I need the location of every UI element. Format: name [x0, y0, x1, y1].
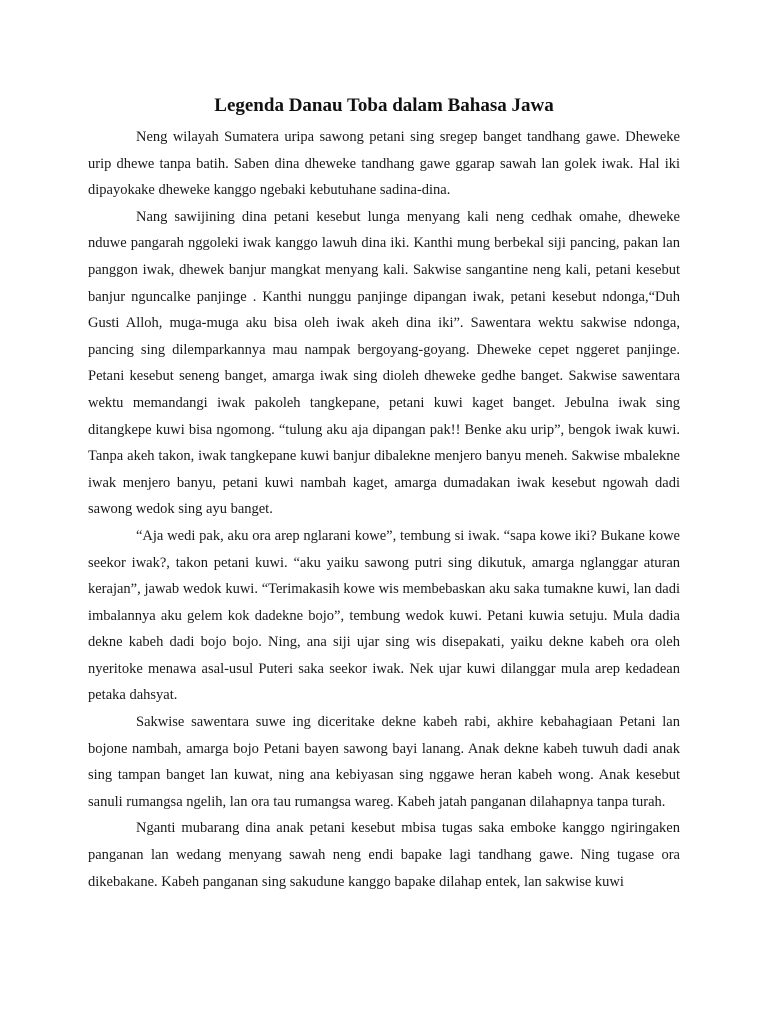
paragraph-5: Nganti mubarang dina anak petani kesebut mbisa tugas saka emboke kanggo ngiringaken panganan lan wedang menyang sawah neng endi bapake lagi tandhang gawe. Ning tugase ora dikebakane. Kabeh panganan sing sakudune kanggo bapake dilahap entek, lan sakwise kuwi — [88, 820, 680, 890]
paragraph-3: “Aja wedi pak, aku ora arep nglarani kowe”, tembung si iwak. “sapa kowe iki? Bukane kowe seekor iwak?, takon petani kuwi. “aku yaiku sawong putri sing dikutuk, amarga nglanggar aturan kerajan”, jawab wedok kuwi. “Terimakasih kowe wis membebaskan aku saka tumakne kuwi, lan dadi imbalannya aku gelem kok dadekne bojo”, tembung wedok kuwi. Petani kuwia setuju. Mula dadia dekne kabeh dadi bojo bojo. Ning, ana siji ujar sing wis disepakati, yaiku dekne kabeh ora oleh nyeritoke menawa asal-usul Puteri saka seekor iwak. Nek ujar kuwi dilanggar mula arep kedadean petaka dahsyat. — [88, 527, 680, 704]
paragraph-1: Neng wilayah Sumatera uripa sawong petani sing sregep banget tandhang gawe. Dheweke urip dhewe tanpa batih. Saben dina dheweke tandhang gawe ggarap sawah lan golek iwak. Hal iki dipayokake dheweke kanggo ngebaki kebutuhane sadina-dina. — [88, 129, 680, 199]
paragraph-2: Nang sawijining dina petani kesebut lunga menyang kali neng cedhak omahe, dheweke nduwe pangarah nggoleki iwak kanggo lawuh dina iki. Kanthi mung berbekal siji pancing, pakan lan panggon iwak, dhewek banjur mangkat menyang kali. Sakwise sangantine neng kali, petani kesebut banjur nguncalke panjinge . Kanthi nunggu panjinge dipangan iwak, petani kesebut ndonga,“Duh Gusti Alloh, muga-muga aku bisa oleh iwak akeh dina iki”. Sawentara wektu sakwise ndonga, pancing sing dilemparkannya mau nampak bergoyang-goyang. Dheweke cepet nggeret panjinge. Petani kesebut seneng banget, amarga iwak sing dioleh dheweke gedhe banget. Sakwise sawentara wektu memandangi iwak pakoleh tangkepane, petani kuwi kaget banget. Jebulna iwak sing ditangkepe kuwi bisa ngomong. “tulung aku aja dipangan pak!! Benke aku urip”, bengok iwak kuwi. Tanpa akeh takon, iwak tangkepane kuwi banjur dibalekne menjero banyu meneh. Sakwise mbalekne iwak menjero banyu, petani kuwi nambah kaget, amarga dumadakan iwak kesebut ngowah dadi sawong wedok sing ayu banget. — [88, 208, 680, 518]
paragraph-4: Sakwise sawentara suwe ing diceritake dekne kabeh rabi, akhire kebahagiaan Petani lan bojone nambah, amarga bojo Petani bayen sawong bayi lanang. Anak dekne kabeh tuwuh dadi anak sing tampan banget lan kuwat, ning ana kebiyasan sing nggawe heran kabeh wong. Anak kesebut sanuli rumangsa ngelih, lan ora tau rumangsa wareg. Kabeh jatah panganan dilahapnya tanpa turah. — [88, 714, 680, 810]
document-title: Legenda Danau Toba dalam Bahasa Jawa — [214, 95, 554, 116]
